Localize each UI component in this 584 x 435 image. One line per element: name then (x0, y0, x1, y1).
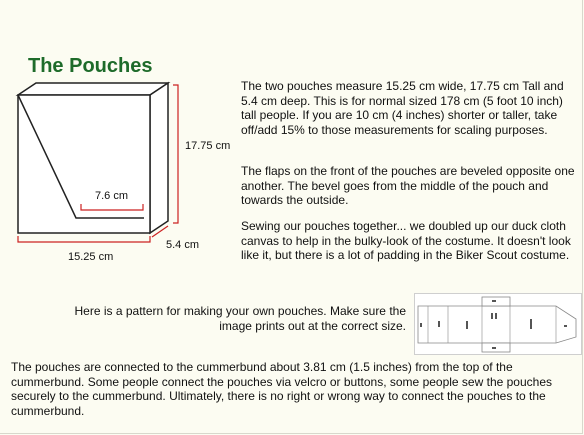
pattern-outline (418, 306, 576, 343)
pattern-mark (564, 325, 567, 327)
pattern-mark (530, 319, 532, 329)
pouch-pattern-thumbnail[interactable] (414, 293, 582, 355)
flaps-paragraph: The flaps on the front of the pouches are beveled opposite one another. The bevel goes from the middle of the pouch and towards the outside. (241, 164, 575, 207)
bevel-label: 7.6 cm (95, 190, 129, 202)
pattern-mark (492, 347, 496, 349)
page-title: The Pouches (28, 55, 153, 77)
sewing-paragraph: Sewing our pouches together... we doubled up our duck cloth canvas to help in the bulky-look of the costume. It doesn't look like it, but there is a lot of padding in the Biker Scout costume. (241, 219, 571, 262)
height-dimension-line (173, 85, 178, 223)
depth-label: 5.4 cm (166, 239, 200, 251)
height-label: 17.75 cm (185, 140, 231, 152)
pattern-mark (420, 323, 422, 327)
attachment-paragraph: The pouches are connected to the cummerbund about 3.81 cm (1.5 inches) from the top of the cummerbund. Some people connect the pouches via velcro or buttons, some people sew the pouches securely to the cummerbund. Ultimately, there is no right or wrong way to connect the pouches to the cummerbund. (11, 360, 552, 418)
pattern-paragraph: Here is a pattern for making your own pouches. Make sure the image prints out at the correct size. (74, 304, 406, 333)
pouch-top-face (18, 83, 168, 95)
pouch-diagram (10, 78, 240, 268)
pattern-mark (492, 300, 496, 302)
pouch-side-face (150, 83, 168, 233)
dimensions-paragraph: The two pouches measure 15.25 cm wide, 17.75 cm Tall and 5.4 cm deep. This is for normal sized 178 cm (5 foot 10 inch) tall people. If you are 10 cm (4 inches) shorter or taller, take off/add 15% to those measurements for scaling purposes. (241, 79, 564, 137)
pattern-mark (491, 313, 493, 319)
width-label: 15.25 cm (68, 251, 114, 263)
width-dimension-line (18, 236, 150, 242)
pattern-mark (466, 321, 468, 329)
pattern-mark (495, 313, 497, 319)
pouch-front-face (18, 95, 150, 233)
pattern-mark (438, 321, 440, 327)
